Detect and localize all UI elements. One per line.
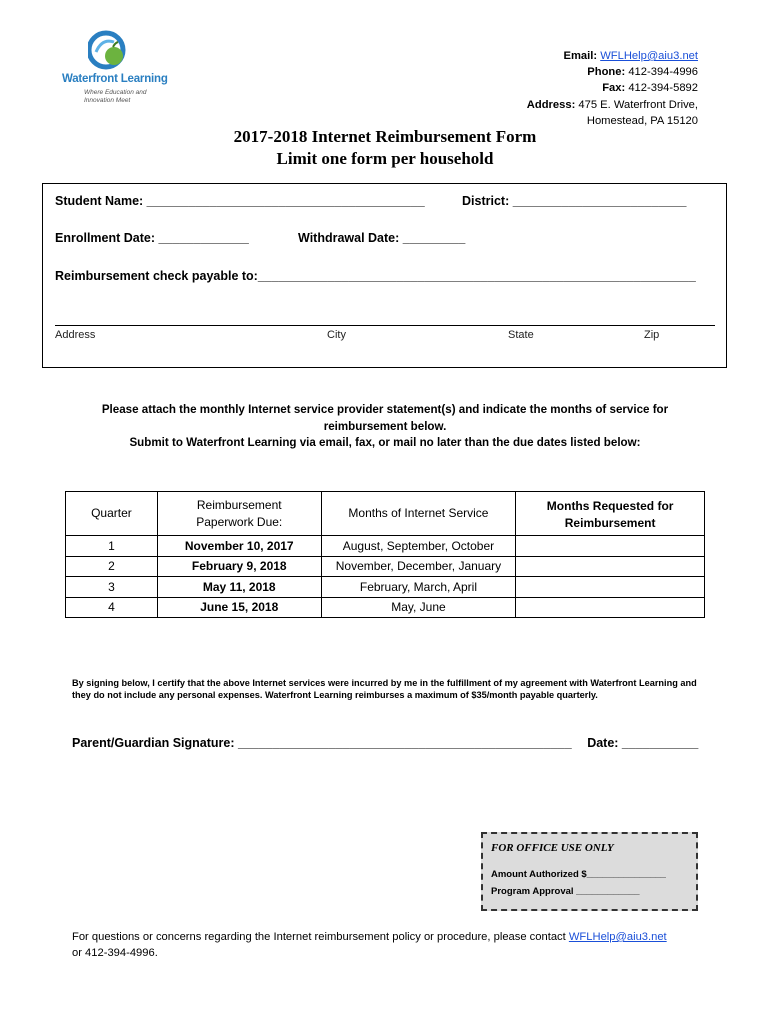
enrollment-date-field[interactable]: Enrollment Date: _____________ (55, 231, 249, 245)
signature-row (72, 736, 698, 750)
col-header-due: Reimbursement Paperwork Due: (157, 492, 321, 536)
amount-authorized-field: Amount Authorized $_______________ (491, 869, 666, 880)
table-row: 2 February 9, 2018 November, December, January (66, 556, 705, 577)
office-use-title: FOR OFFICE USE ONLY (491, 842, 614, 854)
certification-text: By signing below, I certify that the above Internet services were incurred by me in the fulfillment of my agreement with Waterfront Learning and they do not include any personal expenses. Waterfront Learning reimburses a maximum of $35/month payable quarterly. (72, 678, 697, 700)
payable-to-field[interactable]: Reimbursement check payable to:_______________________________________________________________ (55, 269, 696, 283)
address-line[interactable] (55, 325, 715, 326)
withdrawal-date-field[interactable]: Withdrawal Date: _________ (298, 231, 466, 245)
state-label: State (508, 329, 534, 341)
contact-fax-row: Fax: 412-394-5892 (602, 82, 698, 95)
requested-cell[interactable] (516, 597, 705, 618)
logo-mark-icon (88, 30, 132, 72)
org-name: Waterfront Learning (62, 73, 168, 85)
requested-cell[interactable] (516, 556, 705, 577)
zip-label: Zip (644, 329, 660, 341)
org-tagline: Where Education and Innovation Meet (84, 89, 147, 104)
district-field[interactable]: District: _________________________ (462, 194, 687, 208)
col-header-requested: Months Requested for Reimbursement (516, 492, 705, 536)
table-row: 4 June 15, 2018 May, June (66, 597, 705, 618)
reimbursement-table (65, 491, 705, 618)
instructions: Please attach the monthly Internet service provider statement(s) and indicate the months of service for reimbursement below. Submit to Waterfront Learning via email, fax, or mail no later than the due dates listed below: (101, 403, 669, 449)
requested-cell[interactable] (516, 577, 705, 598)
footer-note: For questions or concerns regarding the Internet reimbursement policy or procedure, please contact WFLHelp@aiu3.net or 412-394-4996. (72, 931, 667, 959)
requested-cell[interactable] (516, 536, 705, 557)
contact-email-row: Email: WFLHelp@aiu3.net (563, 50, 698, 62)
contact-email-link[interactable]: WFLHelp@aiu3.net (600, 50, 698, 62)
city-label: City (327, 329, 346, 341)
form-title-line2: Limit one form per household (276, 149, 494, 168)
signature-date-field[interactable]: Date: ___________ (587, 736, 699, 750)
form-title (0, 126, 770, 170)
table-header-row (66, 492, 705, 536)
program-approval-field: Program Approval ____________ (491, 886, 640, 897)
student-name-field[interactable]: Student Name: ________________________________________ (55, 194, 425, 208)
table-row: 1 November 10, 2017 August, September, October (66, 536, 705, 557)
contact-phone-row: Phone: 412-394-4996 (587, 66, 698, 79)
footer-email-link[interactable]: WFLHelp@aiu3.net (568, 931, 667, 943)
office-use-box (481, 832, 698, 911)
contact-address-row-2: Homestead, PA 15120 (586, 114, 698, 127)
col-header-months: Months of Internet Service (321, 492, 516, 536)
table-row: 3 May 11, 2018 February, March, April (66, 577, 705, 598)
contact-address-row: Address: 475 E. Waterfront Drive, (526, 98, 698, 111)
contact-block (527, 48, 698, 129)
signature-field[interactable]: Parent/Guardian Signature: ________________________________________________ (72, 736, 572, 750)
col-header-quarter: Quarter (66, 492, 158, 536)
org-logo (56, 30, 176, 110)
student-info-box (42, 183, 727, 368)
form-title-line1: 2017-2018 Internet Reimbursement Form (233, 127, 537, 146)
address-label: Address (55, 329, 96, 341)
